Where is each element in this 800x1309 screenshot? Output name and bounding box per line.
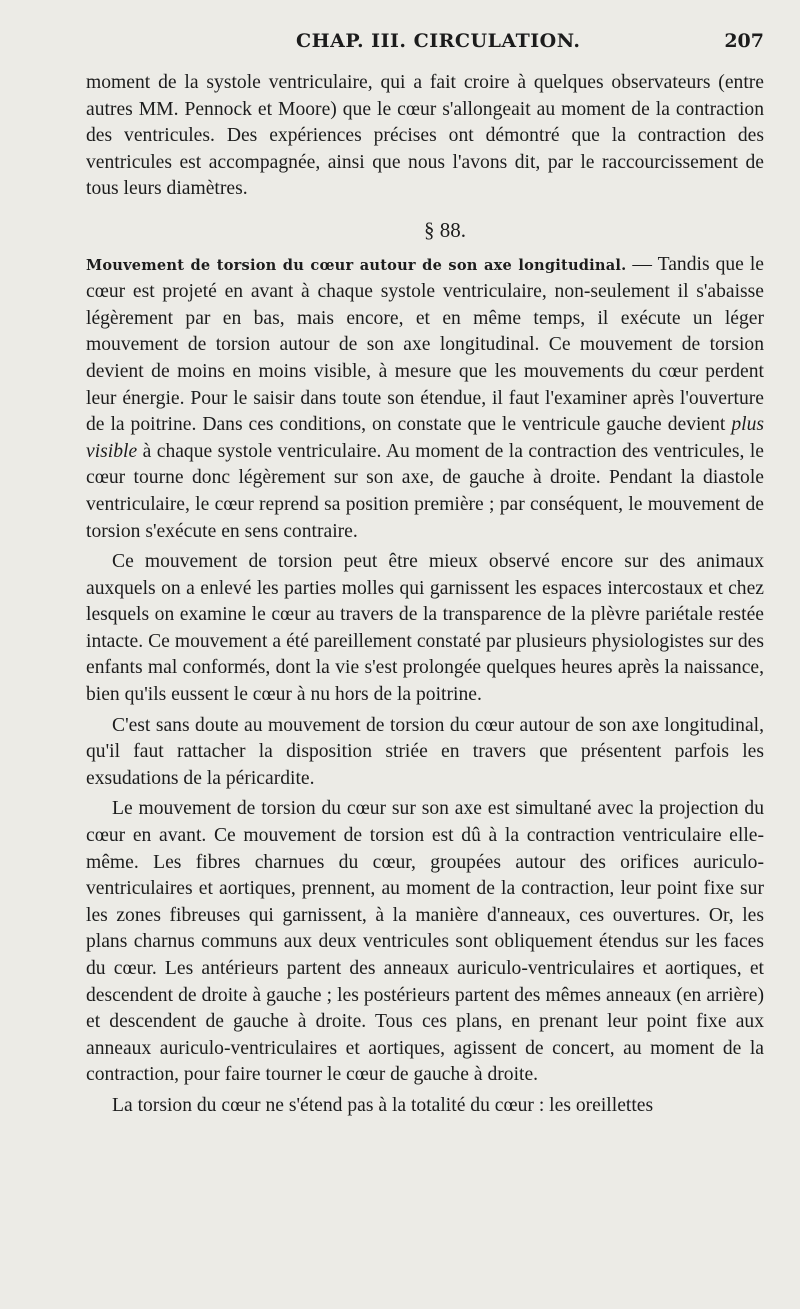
paragraph-section-opening [86,252,764,546]
page-header [86,30,764,70]
paragraph-text-end: à chaque systole ventriculaire. Au moment de la contraction des ventricules, le cœur tourne donc légèrement sur son axe, de gauche à droite. Pendant la diastole ventriculaire, le cœur reprend sa position première ; par conséquent, le mouvement de torsion s'exécute en sens contraire. [86,440,764,542]
section-title: Mouvement de torsion du cœur autour de son axe longitudinal. [86,256,627,274]
page-number: 207 [724,30,764,52]
paragraph: Ce mouvement de torsion peut être mieux observé encore sur des animaux auxquels on a enlevé les parties molles qui garnissent les espaces intercostaux et chez lesquels on examine le cœur au travers de la transparence de la plèvre pariétale restée intacte. Ce mouvement a été pareillement constaté par plusieurs physiologistes sur des enfants mal conformés, dont la vie s'est prolongée quelques heures après la naissance, bien qu'ils eussent le cœur à nu hors de la poitrine. [86,551,764,706]
paragraph: La torsion du cœur ne s'étend pas à la totalité du cœur : les oreillettes [112,1094,654,1116]
body-text [86,70,764,1120]
running-head: CHAP. III. CIRCULATION. [296,30,581,52]
paragraph-text: — Tandis que le cœur est projeté en avant à chaque systole ventriculaire, non-seulement il s'abaisse légèrement par en bas, mais encore, et en même temps, il exécute un léger mouvement de torsion autour de son axe longitudinal. Ce mouvement de torsion devient de moins en moins visible, à mesure que les mouvements du cœur perdent leur énergie. Pour le saisir dans toute son étendue, il faut l'examiner après l'ouverture de la poitrine. Dans ces conditions, on constate que le ventricule gauche devient [86,253,764,436]
paragraph: Le mouvement de torsion du cœur sur son axe est simultané avec la projection du cœur en avant. Ce mouvement de torsion est dû à la contraction ventriculaire elle-même. Les fibres charnues du cœur, groupées autour des orifices auriculo-ventriculaires et aortiques, prennent, au moment de la contraction, leur point fixe sur les zones fibreuses qui garnissent, à la manière d'anneaux, ces ouvertures. Or, les plans charnus communs aux deux ventricules sont obliquement étendus sur les faces du cœur. Les antérieurs partent des anneaux auriculo-ventriculaires et aortiques, et descendent de droite à gauche ; les postérieurs partent des mêmes anneaux (en arrière) et descendent de gauche à droite. Tous ces plans, en prenant leur point fixe aux anneaux auriculo-ventriculaires et aortiques, agissent de concert, au moment de la contraction, pour faire tourner le cœur de gauche à droite. [86,798,764,1086]
paragraph: C'est sans doute au mouvement de torsion du cœur autour de son axe longitudinal, qu'il faut rattacher la disposition striée en travers que présentent parfois les exsudations de la péricardite. [86,714,764,789]
italic-emphasis: plus visible [86,414,764,462]
section-number: § 88. [424,217,466,242]
paragraph-continuation: moment de la systole ventriculaire, qui a fait croire à quelques observateurs (entre autres MM. Pennock et Moore) que le cœur s'allongeait au moment de la contraction des ventricules. Des expériences précises ont démontré que la contraction des ventricules est accompagnée, ainsi que nous l'avons dit, par le raccourcissement de tous leurs diamètres. [86,72,764,200]
